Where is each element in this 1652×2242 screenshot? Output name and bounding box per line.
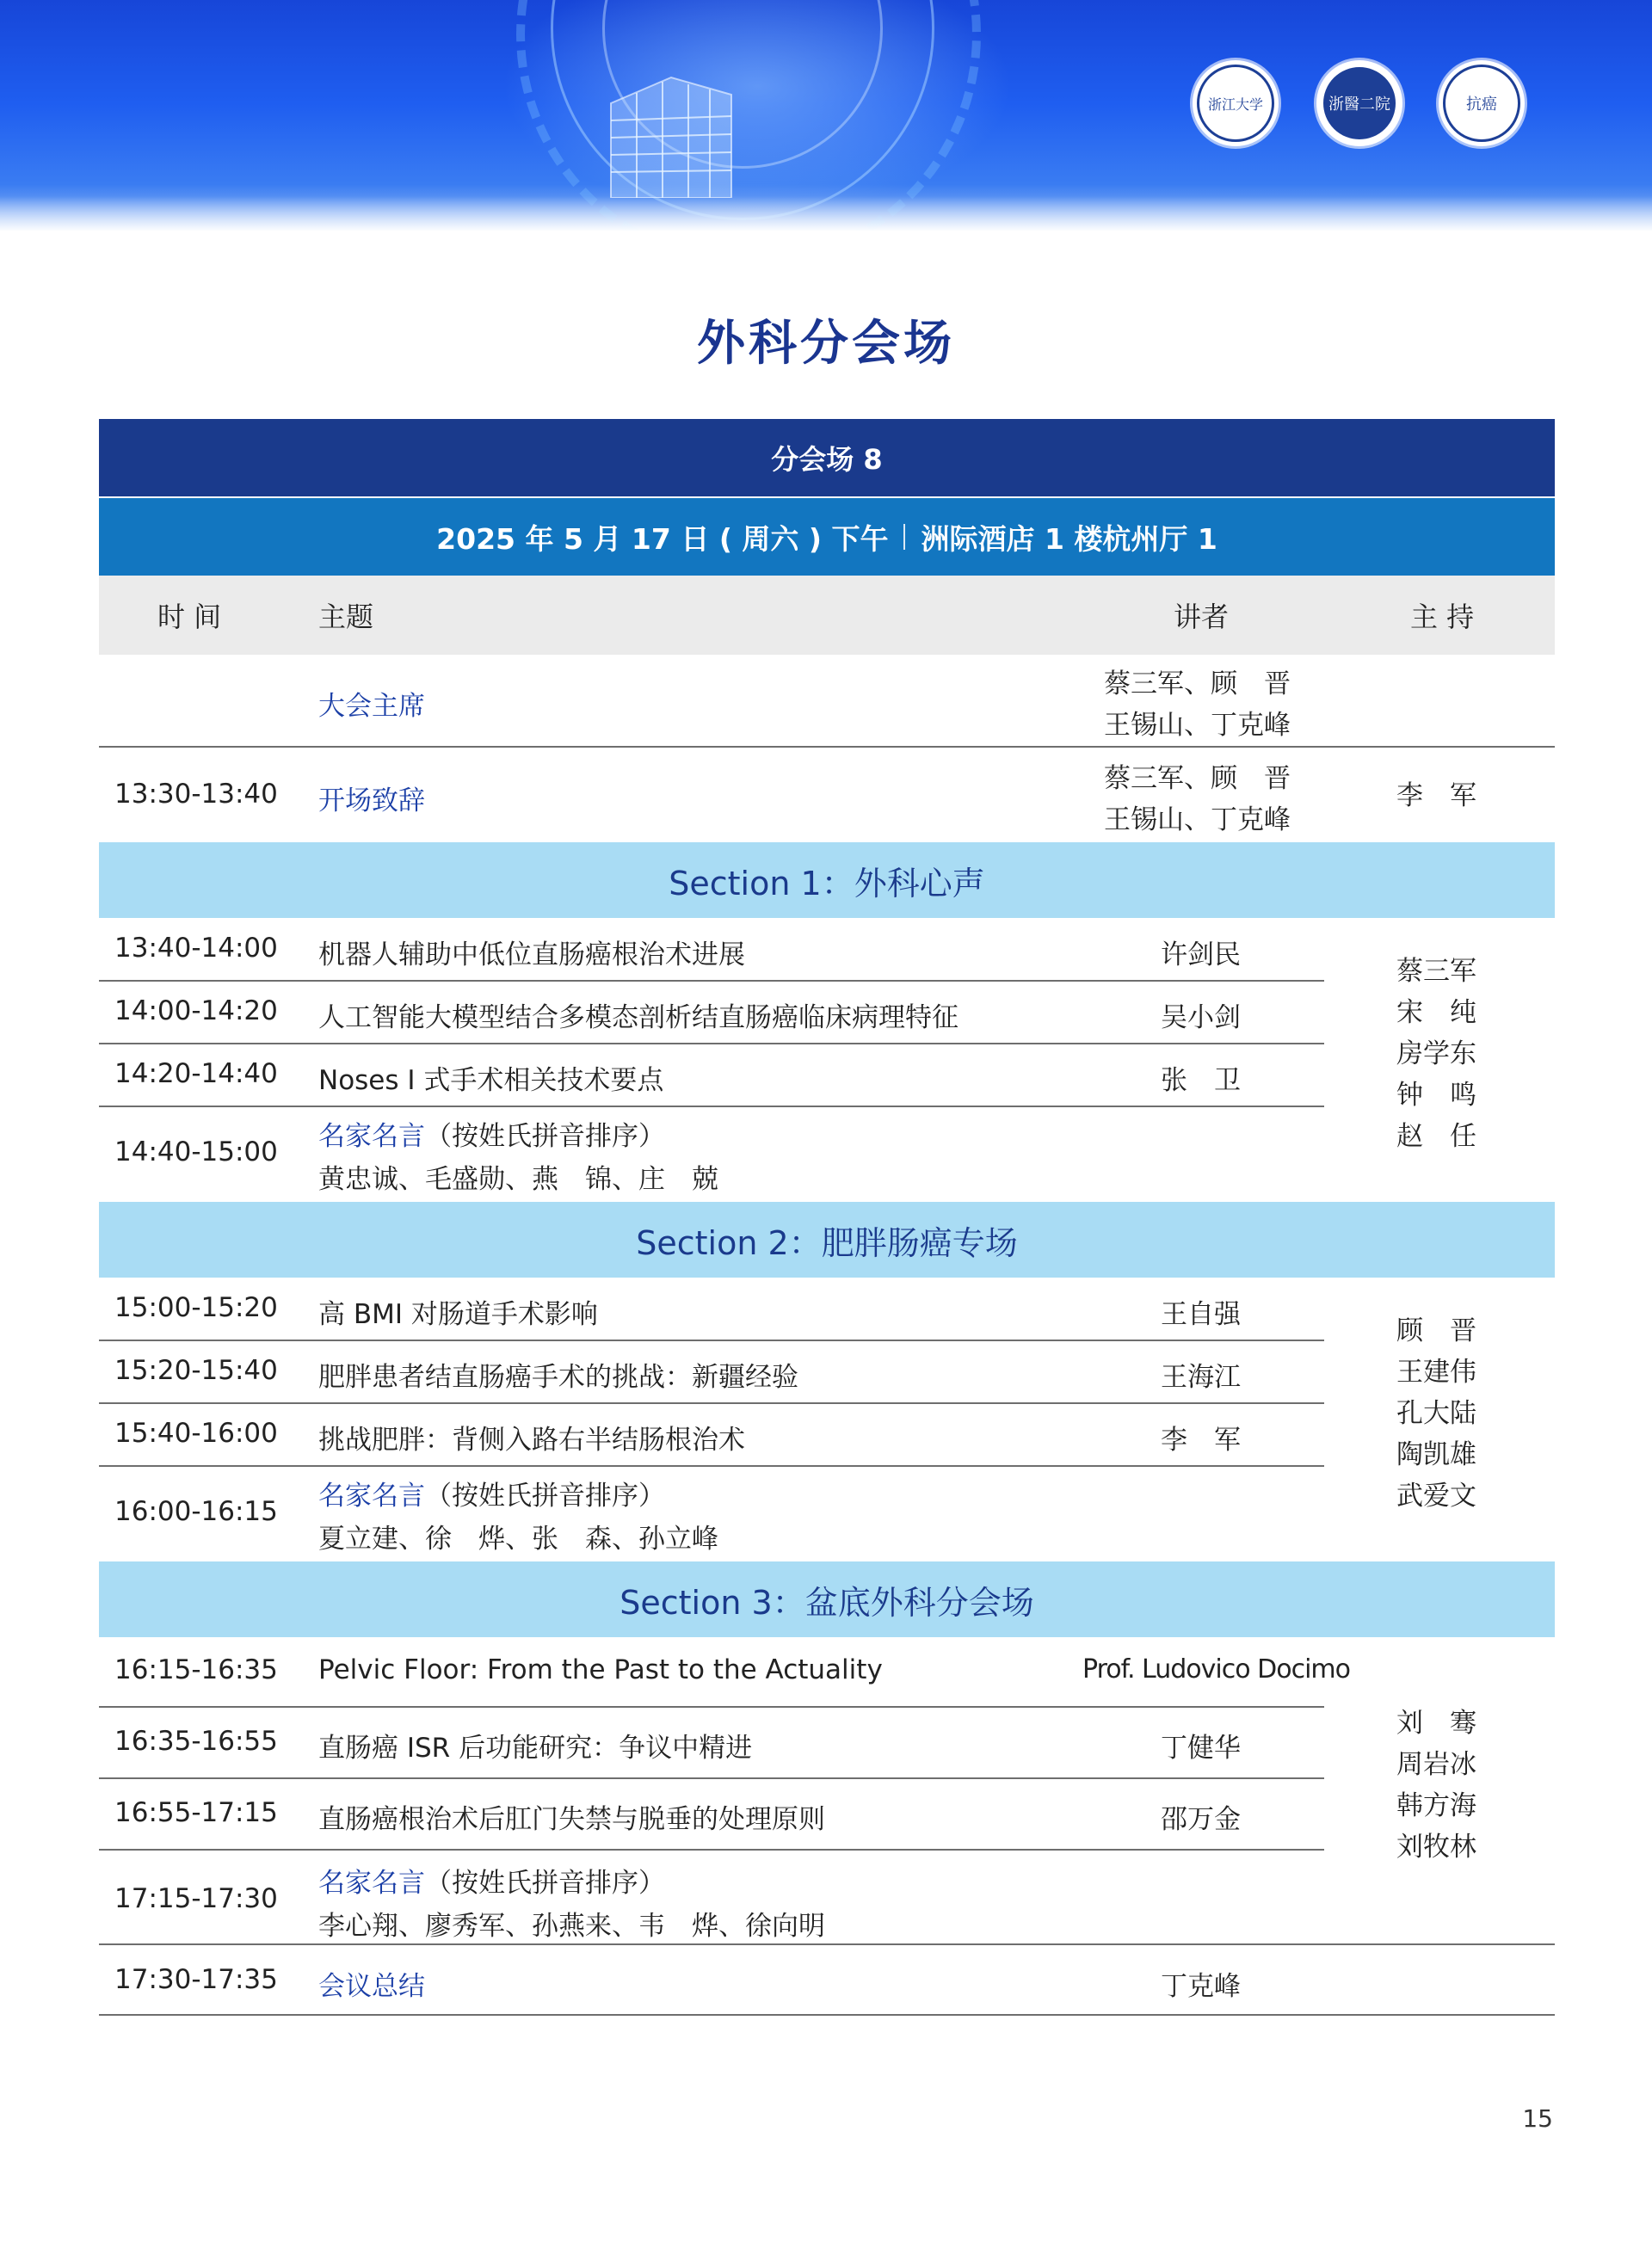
row-divider [99, 1402, 1324, 1404]
topic-cell: Pelvic Floor: From the Past to the Actuality [318, 1654, 883, 1685]
famous-quotes-label: 名家名言 [318, 1121, 425, 1152]
sort-note: （按姓氏拼音排序） [425, 1868, 665, 1899]
host-name: 赵 任 [1396, 1121, 1476, 1152]
topic-cell: 开场致辞 [318, 785, 425, 816]
host-name: 刘 骞 [1396, 1708, 1476, 1739]
university-logo [1193, 60, 1279, 146]
time-cell: 16:00-16:15 [114, 1496, 278, 1527]
page-title: 外科分会场 [697, 316, 955, 372]
section-body [99, 918, 1555, 1202]
association-logo [1439, 60, 1525, 146]
topic-cell: 肥胖患者结直肠癌手术的挑战：新疆经验 [318, 1362, 798, 1393]
speaker-cell: 王海江 [1161, 1362, 1241, 1393]
row-divider [99, 1043, 1324, 1044]
time-cell: 14:40-15:00 [114, 1136, 278, 1167]
host-name: 刘牧林 [1396, 1832, 1476, 1863]
table-row [99, 655, 1555, 748]
row-divider [99, 1340, 1324, 1341]
host-list [1396, 951, 1476, 1157]
time-cell: 13:30-13:40 [114, 779, 278, 810]
session-name-header: 分会场 8 [99, 419, 1555, 496]
speaker-cell: 蔡三军、顾 晋 [1104, 668, 1291, 699]
time-cell: 16:15-16:35 [114, 1654, 278, 1685]
table-row [99, 748, 1555, 842]
speaker-cell: 李 军 [1161, 1425, 1241, 1456]
session-date: 2025 年 5 月 17 日 ( 周六 ) 下午 [436, 521, 889, 556]
topic-cell: 人工智能大模型结合多模态剖析结直肠癌临床病理特征 [318, 1002, 959, 1033]
time-cell: 15:00-15:20 [114, 1292, 278, 1323]
schedule-table [99, 419, 1555, 2016]
host-name: 周岩冰 [1396, 1749, 1476, 1780]
session-venue: 洲际酒店 1 楼杭州厅 1 [921, 521, 1217, 556]
time-cell: 17:15-17:30 [114, 1883, 278, 1914]
row-divider [99, 2014, 1555, 2016]
speaker-cell: 王自强 [1161, 1299, 1241, 1330]
association-logo-text: 抗癌 [1443, 65, 1520, 142]
names-list: 夏立建、徐 烨、张 森、孙立峰 [318, 1524, 718, 1555]
names-list: 李心翔、廖秀军、孙燕来、韦 烨、徐向明 [318, 1911, 825, 1942]
speaker-cell: 王锡山、丁克峰 [1104, 710, 1291, 741]
host-cell: 李 军 [1396, 780, 1476, 811]
row-divider [99, 1849, 1324, 1851]
time-cell: 14:20-14:40 [114, 1058, 278, 1089]
famous-quotes-label: 名家名言 [318, 1868, 425, 1899]
topic-cell: 大会主席 [318, 691, 425, 722]
header-banner [0, 0, 1652, 231]
time-cell: 14:00-14:20 [114, 995, 278, 1026]
time-cell: 16:55-17:15 [114, 1797, 278, 1828]
time-cell: 17:30-17:35 [114, 1964, 278, 1995]
host-list [1396, 1310, 1476, 1517]
section-header: Section 3：盆底外科分会场 [99, 1561, 1555, 1637]
speaker-cell: 许剑民 [1161, 939, 1241, 970]
row-divider [99, 1106, 1324, 1107]
section-body [99, 1278, 1555, 1561]
university-logo-text: 浙江大学 [1197, 65, 1274, 142]
speaker-cell: 丁克峰 [1161, 1971, 1241, 2002]
col-header-speaker: 讲者 [1174, 601, 1230, 633]
section-body [99, 1637, 1555, 1945]
topic-cell [318, 1114, 665, 1153]
row-divider [99, 1706, 1324, 1708]
names-list: 黄忠诚、毛盛勋、燕 锦、庄 兢 [318, 1164, 718, 1195]
host-name: 孔大陆 [1396, 1398, 1476, 1429]
column-header-row [99, 576, 1555, 655]
topic-cell: 直肠癌根治术后肛门失禁与脱垂的处理原则 [318, 1804, 825, 1835]
host-name: 陶凯雄 [1396, 1439, 1476, 1470]
divider [903, 524, 905, 550]
row-divider [99, 1777, 1324, 1779]
session-date-venue-header [99, 498, 1555, 576]
sort-note: （按姓氏拼音排序） [425, 1121, 665, 1152]
topic-cell [318, 1861, 665, 1900]
host-name: 顾 晋 [1396, 1315, 1476, 1346]
speaker-cell: 吴小剑 [1161, 1002, 1241, 1033]
col-header-host: 主 持 [1410, 601, 1475, 633]
time-cell: 15:20-15:40 [114, 1355, 278, 1386]
speaker-cell: Prof. Ludovico Docimo [1082, 1654, 1350, 1685]
page-number: 15 [1522, 2104, 1553, 2133]
building-illustration [602, 69, 740, 198]
col-header-topic: 主题 [318, 601, 374, 633]
hospital-logo-text: 浙醫二院 [1321, 65, 1398, 142]
topic-cell: 挑战肥胖：背侧入路右半结肠根治术 [318, 1425, 745, 1456]
row-divider [99, 980, 1324, 982]
sort-note: （按姓氏拼音排序） [425, 1481, 665, 1512]
speaker-cell: 邵万金 [1161, 1804, 1241, 1835]
speaker-cell: 蔡三军、顾 晋 [1104, 763, 1291, 794]
topic-cell: 直肠癌 ISR 后功能研究：争议中精进 [318, 1733, 753, 1764]
time-cell: 16:35-16:55 [114, 1726, 278, 1757]
host-list [1396, 1703, 1476, 1868]
table-row [99, 1945, 1555, 2016]
hospital-logo [1316, 60, 1402, 146]
col-header-time: 时 间 [157, 601, 222, 633]
topic-cell: 会议总结 [318, 1971, 425, 2002]
topic-cell: 机器人辅助中低位直肠癌根治术进展 [318, 939, 745, 970]
time-cell: 15:40-16:00 [114, 1418, 278, 1449]
section-header: Section 1：外科心声 [99, 842, 1555, 918]
topic-cell: 高 BMI 对肠道手术影响 [318, 1299, 598, 1330]
topic-cell: Noses I 式手术相关技术要点 [318, 1065, 664, 1096]
host-name: 蔡三军 [1396, 956, 1476, 987]
host-name: 武爱文 [1396, 1481, 1476, 1512]
famous-quotes-label: 名家名言 [318, 1481, 425, 1512]
host-name: 韩方海 [1396, 1790, 1476, 1821]
host-name: 王建伟 [1396, 1357, 1476, 1388]
section-header: Section 2：肥胖肠癌专场 [99, 1202, 1555, 1278]
speaker-cell: 丁健华 [1161, 1733, 1241, 1764]
topic-cell [318, 1474, 665, 1512]
host-name: 钟 鸣 [1396, 1080, 1476, 1111]
host-name: 房学东 [1396, 1038, 1476, 1069]
host-name: 宋 纯 [1396, 997, 1476, 1028]
row-divider [99, 1465, 1324, 1467]
speaker-cell: 王锡山、丁克峰 [1104, 804, 1291, 835]
time-cell: 13:40-14:00 [114, 933, 278, 964]
speaker-cell: 张 卫 [1161, 1065, 1241, 1096]
